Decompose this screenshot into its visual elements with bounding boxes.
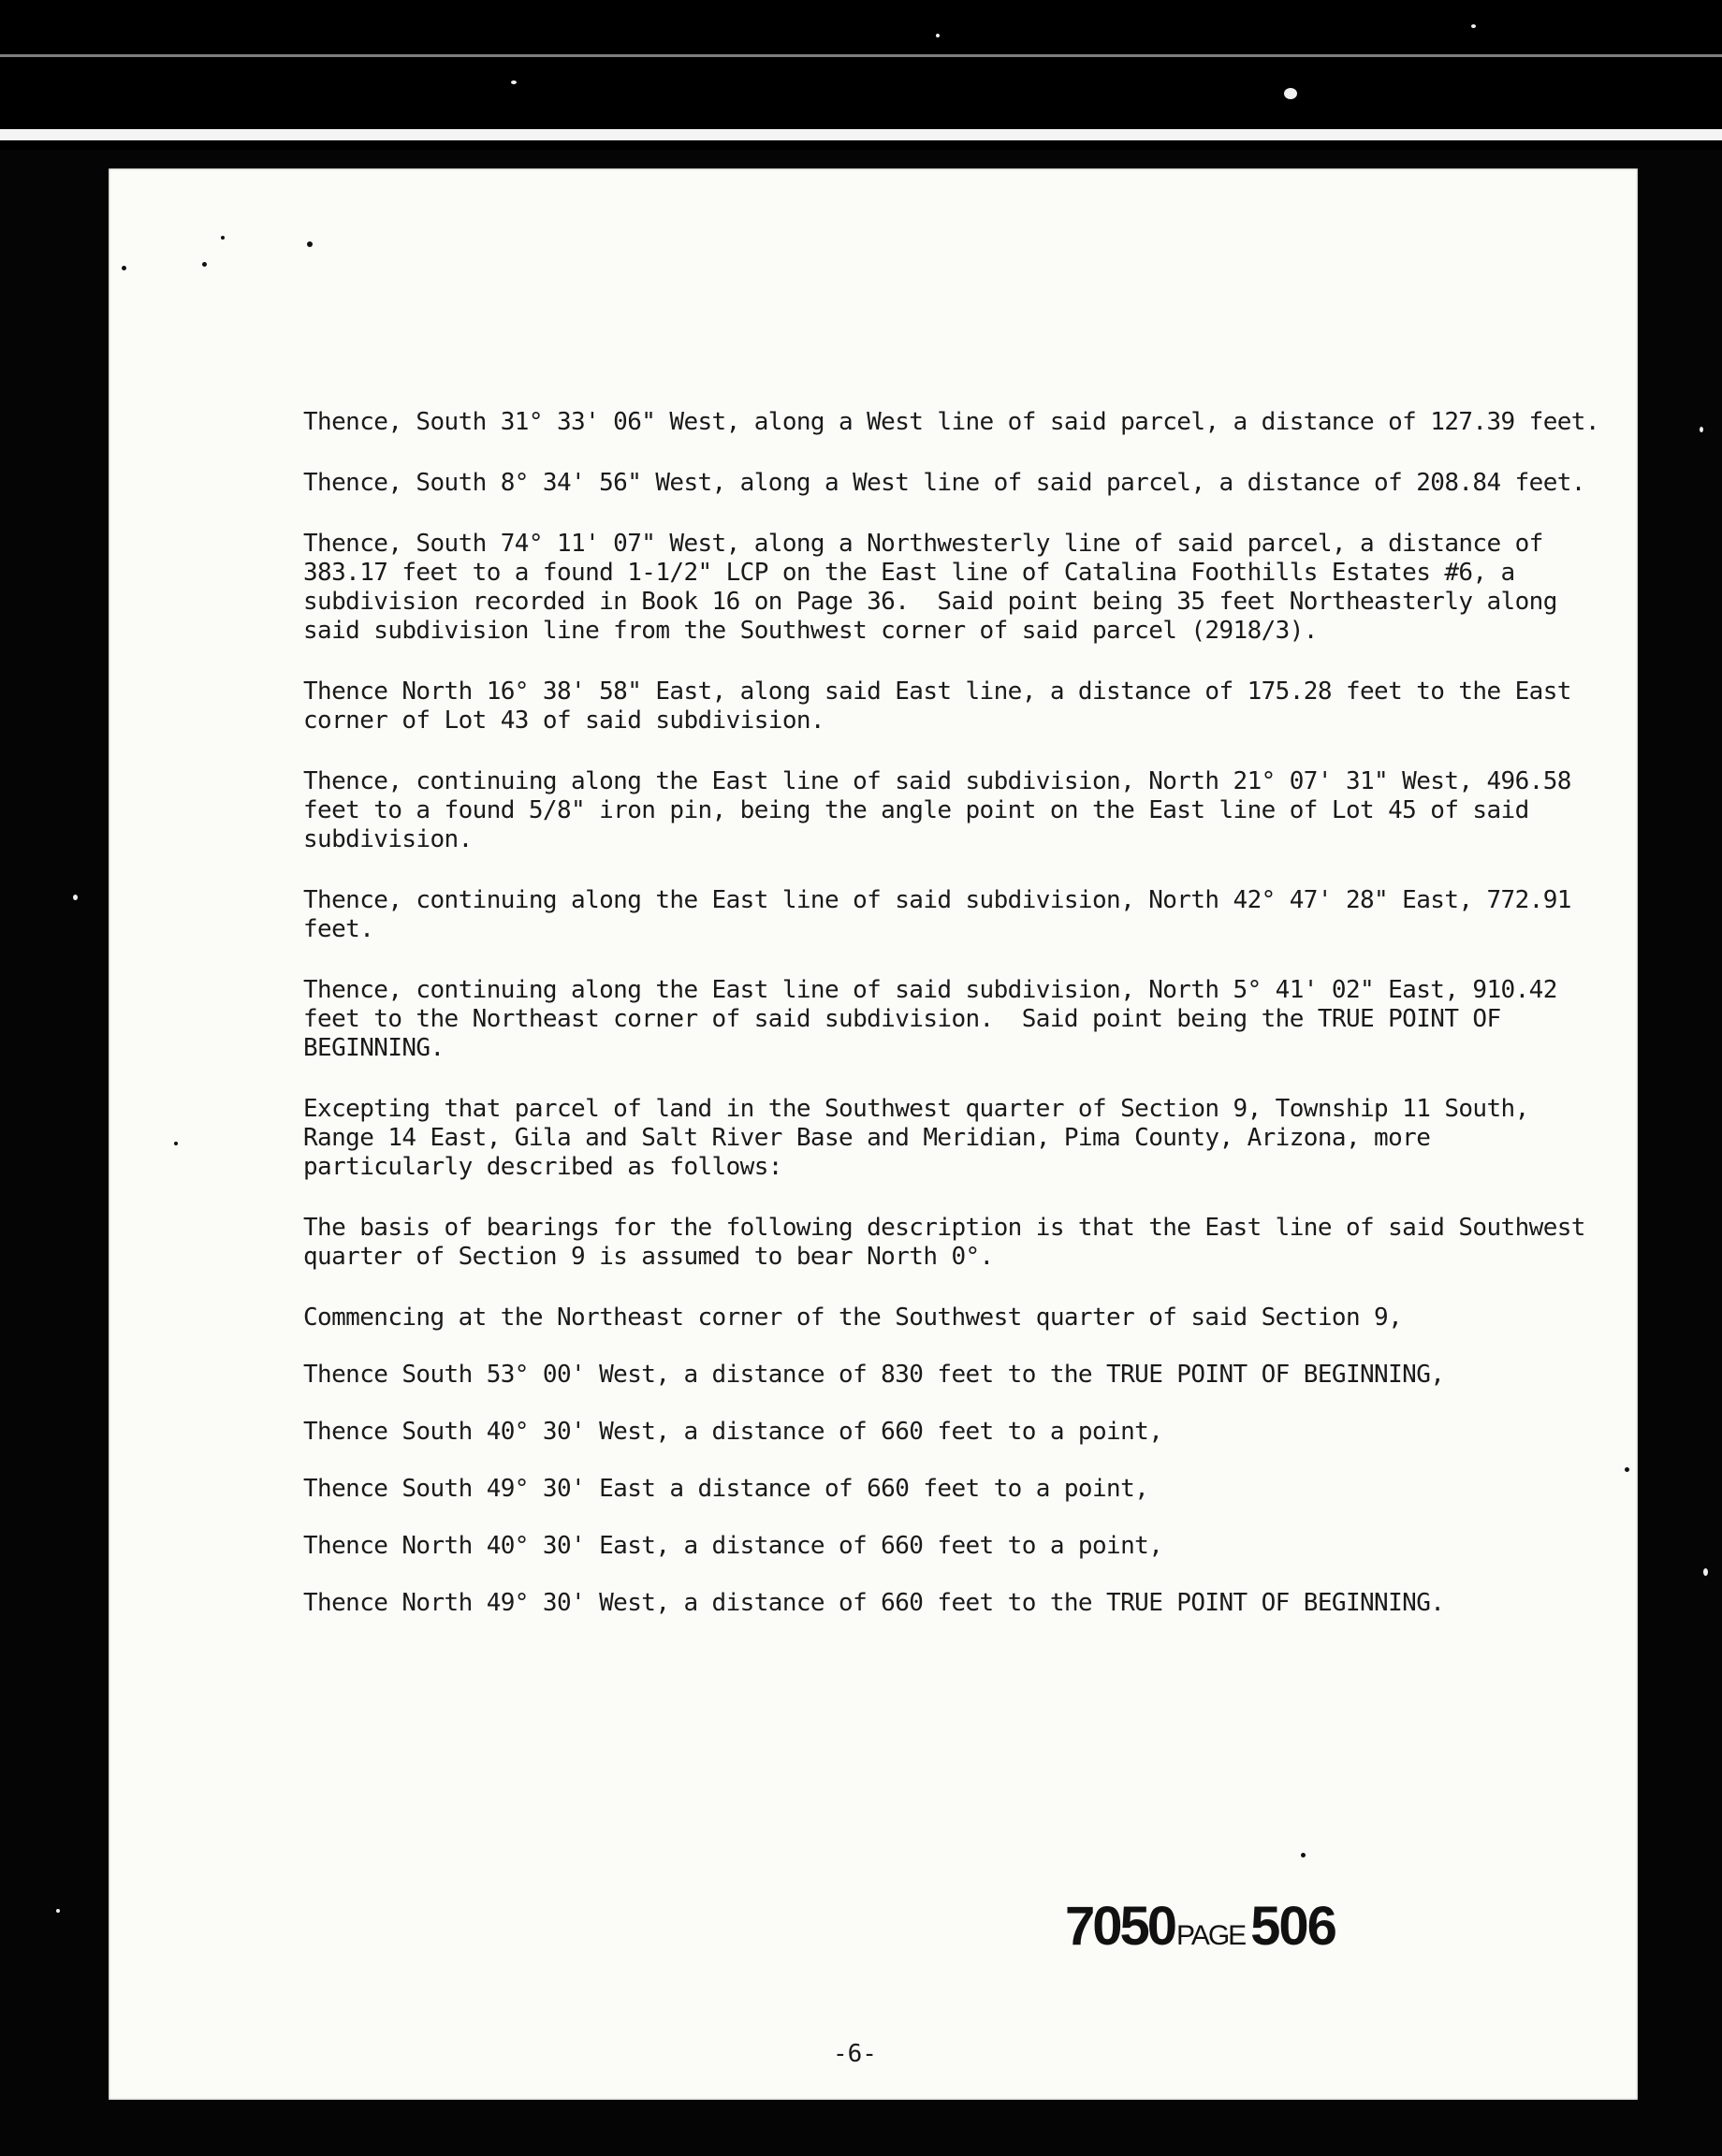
scan-speck [307,241,313,247]
scan-speck [221,236,225,240]
scan-speck [1471,24,1476,28]
scan-speck [511,80,517,84]
scan-speck [1284,88,1297,99]
description-paragraph: Thence North 16° 38' 58" East, along said East line, a distance of 175.28 feet to the East corner of Lot 43 of said subdivision. [303,677,1585,735]
description-paragraph: Thence, continuing along the East line of said subdivision, North 21° 07' 31" West, 496.58 feet to a found 5/8" iron pin, being the angle point on the East line of Lot 45 of said subdivision. [303,767,1585,853]
description-paragraph: Commencing at the Northeast corner of the Southwest quarter of said Section 9, [303,1304,1403,1332]
scan-rule-line [0,129,1722,140]
description-paragraph: Thence, South 8° 34' 56" West, along a West line of said parcel, a distance of 208.84 feet. [303,469,1585,497]
scan-speck [122,266,126,270]
recording-stamp [1065,1895,1335,1958]
scan-speck [1625,1467,1629,1472]
legal-description-body [303,408,1604,1646]
scan-speck [936,34,940,37]
page-number: -6- [833,2040,877,2068]
description-paragraph: Thence, continuing along the East line of said subdivision, North 5° 41' 02" East, 910.42 feet to the Northeast corner of said subdivision. Said point being the TRUE POINT OF BEGINNING. [303,976,1571,1062]
stamp-book-number: 7050 [1065,1896,1175,1957]
description-paragraph: Thence South 53° 00' West, a distance of 830 feet to the TRUE POINT OF BEGINNING, [303,1361,1445,1389]
description-paragraph: Excepting that parcel of land in the Southwest quarter of Section 9, Township 11 South, Range 14 East, Gila and Salt River Base and Meridian, Pima County, Arizona, more particularly described as follows: [303,1095,1543,1181]
scan-speck [202,262,207,267]
document-page [109,168,1638,2100]
description-paragraph: Thence South 49° 30' East a distance of 660 feet to a point, [303,1475,1149,1503]
description-paragraph: Thence, South 31° 33' 06" West, along a West line of said parcel, a distance of 127.39 feet. [303,408,1599,436]
scan-speck [1703,1568,1708,1576]
scan-speck [56,1909,60,1913]
stamp-page-label: PAGE [1176,1920,1246,1951]
description-paragraph: Thence North 49° 30' West, a distance of 660 feet to the TRUE POINT OF BEGINNING. [303,1589,1445,1617]
description-paragraph: The basis of bearings for the following description is that the East line of said Southwest quarter of Section 9 is assumed to bear North 0°. [303,1214,1599,1271]
stamp-page-number: 506 [1250,1896,1335,1957]
scan-speck [174,1142,178,1145]
scan-rule-line [0,54,1722,57]
scan-speck [73,895,78,900]
description-paragraph: Thence, South 74° 11' 07" West, along a Northwesterly line of said parcel, a distance of 383.17 feet to a found 1-1/2" LCP on the East line of Catalina Foothills Estates #6, a subdivision recorded in Book 16 on Page 36. Said point being 35 feet Northeasterly along said subdivision line from the Southwest corner of said parcel (2918/3). [303,530,1571,645]
description-paragraph: Thence South 40° 30' West, a distance of 660 feet to a point, [303,1418,1163,1446]
description-paragraph: Thence North 40° 30' East, a distance of 660 feet to a point, [303,1532,1163,1560]
description-paragraph: Thence, continuing along the East line of said subdivision, North 42° 47' 28" East, 772.91 feet. [303,886,1585,943]
scan-top-band [0,0,1722,150]
scan-speck [1301,1853,1306,1857]
scan-speck [1700,427,1703,432]
